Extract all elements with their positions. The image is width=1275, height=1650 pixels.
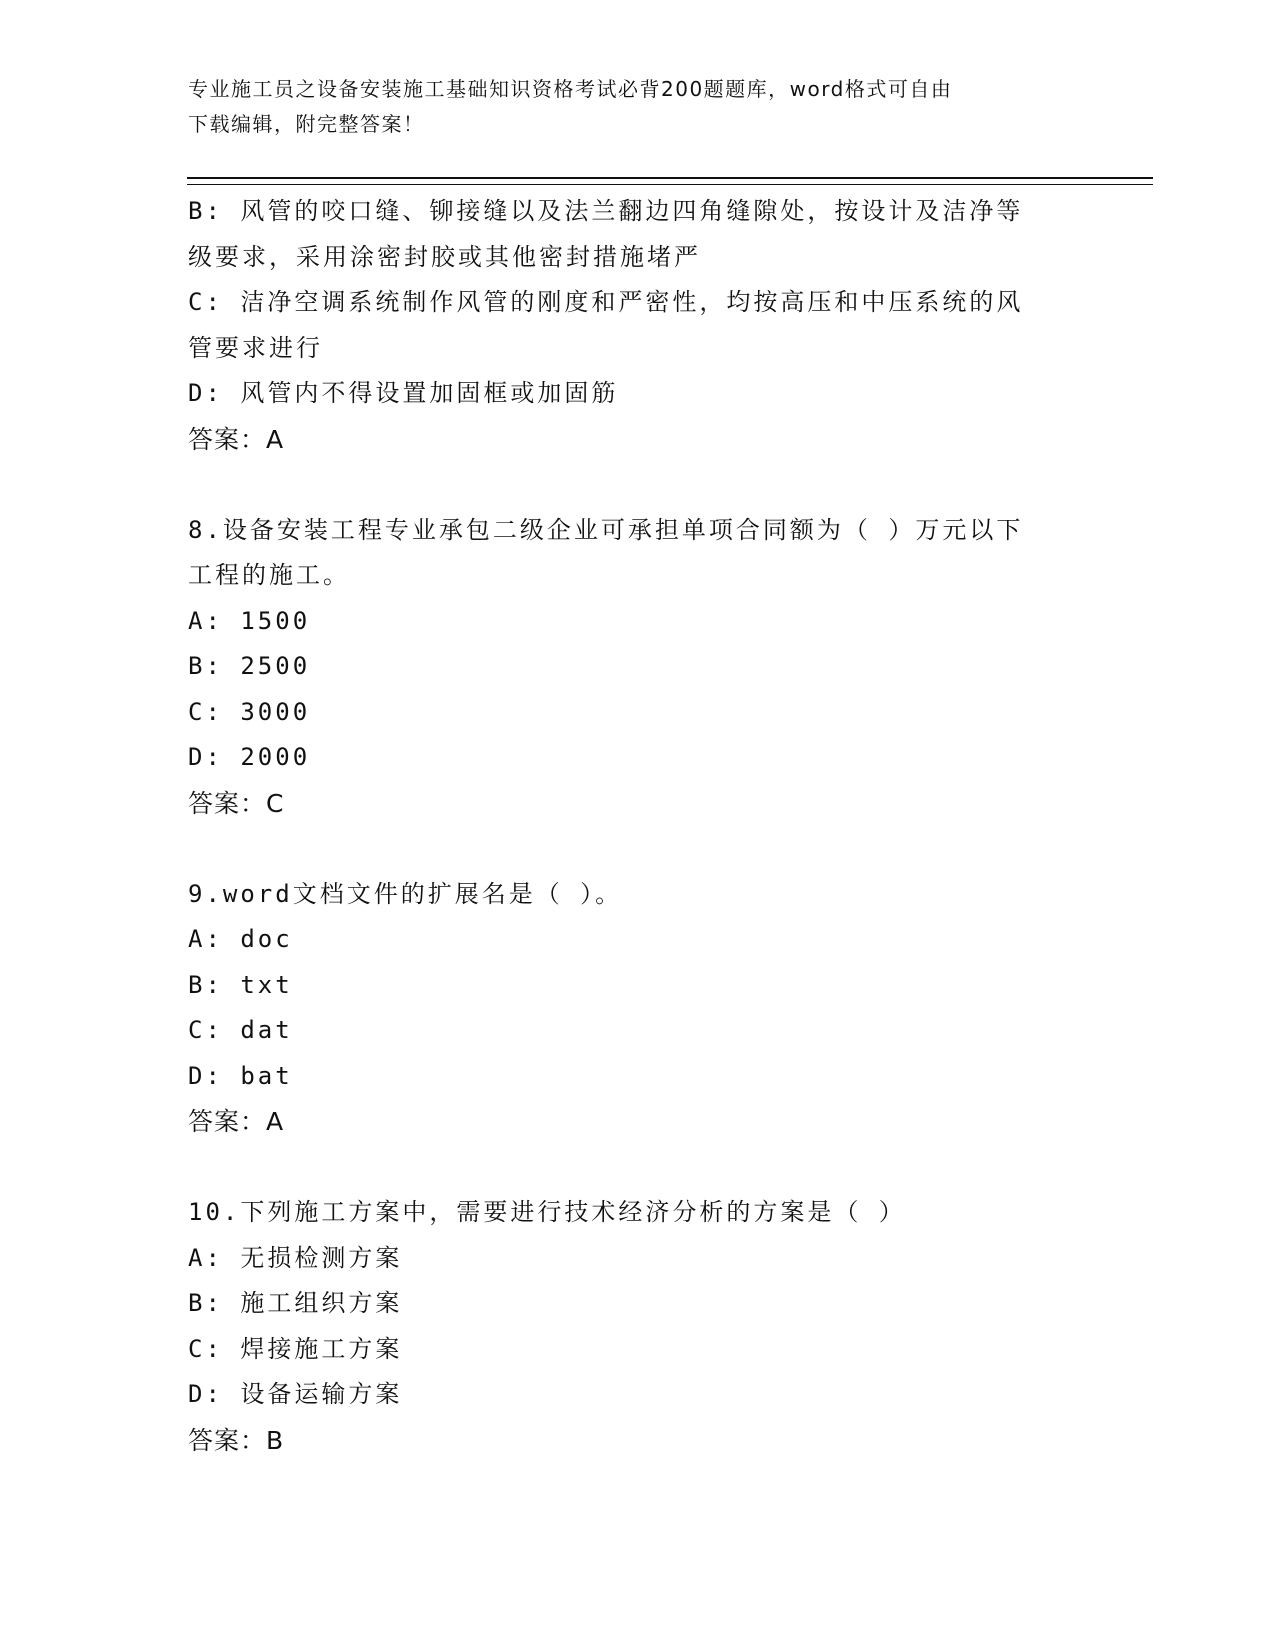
option-d: D: 设备运输方案 <box>188 1380 403 1408</box>
answer-label: 答案：B <box>188 1425 285 1455</box>
option-a: A: 1500 <box>188 606 311 635</box>
question-content <box>188 189 1088 1463</box>
spacer <box>188 826 1088 872</box>
question-block-10 <box>188 1190 1088 1463</box>
answer-label: 答案：A <box>188 424 285 454</box>
answer-label: 答案：C <box>188 788 285 818</box>
option-c: C: 焊接施工方案 <box>188 1334 403 1363</box>
option-b-line-1: B: 风管的咬口缝、铆接缝以及法兰翻边四角缝隙处，按设计及洁净等 <box>188 197 1024 225</box>
option-b: B: 2500 <box>188 652 311 680</box>
option-a: A: doc <box>188 925 293 953</box>
header-divider <box>187 177 1153 185</box>
option-d: D: bat <box>188 1061 293 1090</box>
question-block-8 <box>188 508 1088 827</box>
option-a: A: 无损检测方案 <box>188 1243 403 1272</box>
option-c-line-2: 管要求进行 <box>188 333 323 362</box>
option-d: D: 2000 <box>188 743 311 771</box>
header-title-line-1: 专业施工员之设备安装施工基础知识资格考试必背200题题库，word格式可自由 <box>188 77 953 101</box>
answer-label: 答案：A <box>188 1107 285 1136</box>
question-block-9 <box>188 872 1088 1145</box>
question-stem-line-1: 8.设备安装工程专业承包二级企业可承担单项合同额为（ ）万元以下 <box>188 515 1024 544</box>
previous-question-block <box>188 189 1088 462</box>
question-stem-line-2: 工程的施工。 <box>188 561 350 589</box>
option-b-line-2: 级要求，采用涂密封胶或其他密封措施堵严 <box>188 242 701 271</box>
question-stem-line-1: 10.下列施工方案中，需要进行技术经济分析的方案是（ ） <box>188 1198 906 1226</box>
page-header <box>188 72 1068 142</box>
option-b: B: 施工组织方案 <box>188 1289 403 1317</box>
option-c: C: dat <box>188 1016 293 1044</box>
spacer <box>188 462 1088 508</box>
option-c: C: 3000 <box>188 697 311 726</box>
spacer <box>188 1145 1088 1191</box>
question-stem-line-1: 9.word文档文件的扩展名是（ ）。 <box>188 879 623 908</box>
option-d: D: 风管内不得设置加固框或加固筋 <box>188 379 619 407</box>
header-title-line-2: 下载编辑，附完整答案！ <box>188 112 425 136</box>
option-b: B: txt <box>188 970 293 999</box>
option-c-line-1: C: 洁净空调系统制作风管的刚度和严密性，均按高压和中压系统的风 <box>188 288 1024 316</box>
